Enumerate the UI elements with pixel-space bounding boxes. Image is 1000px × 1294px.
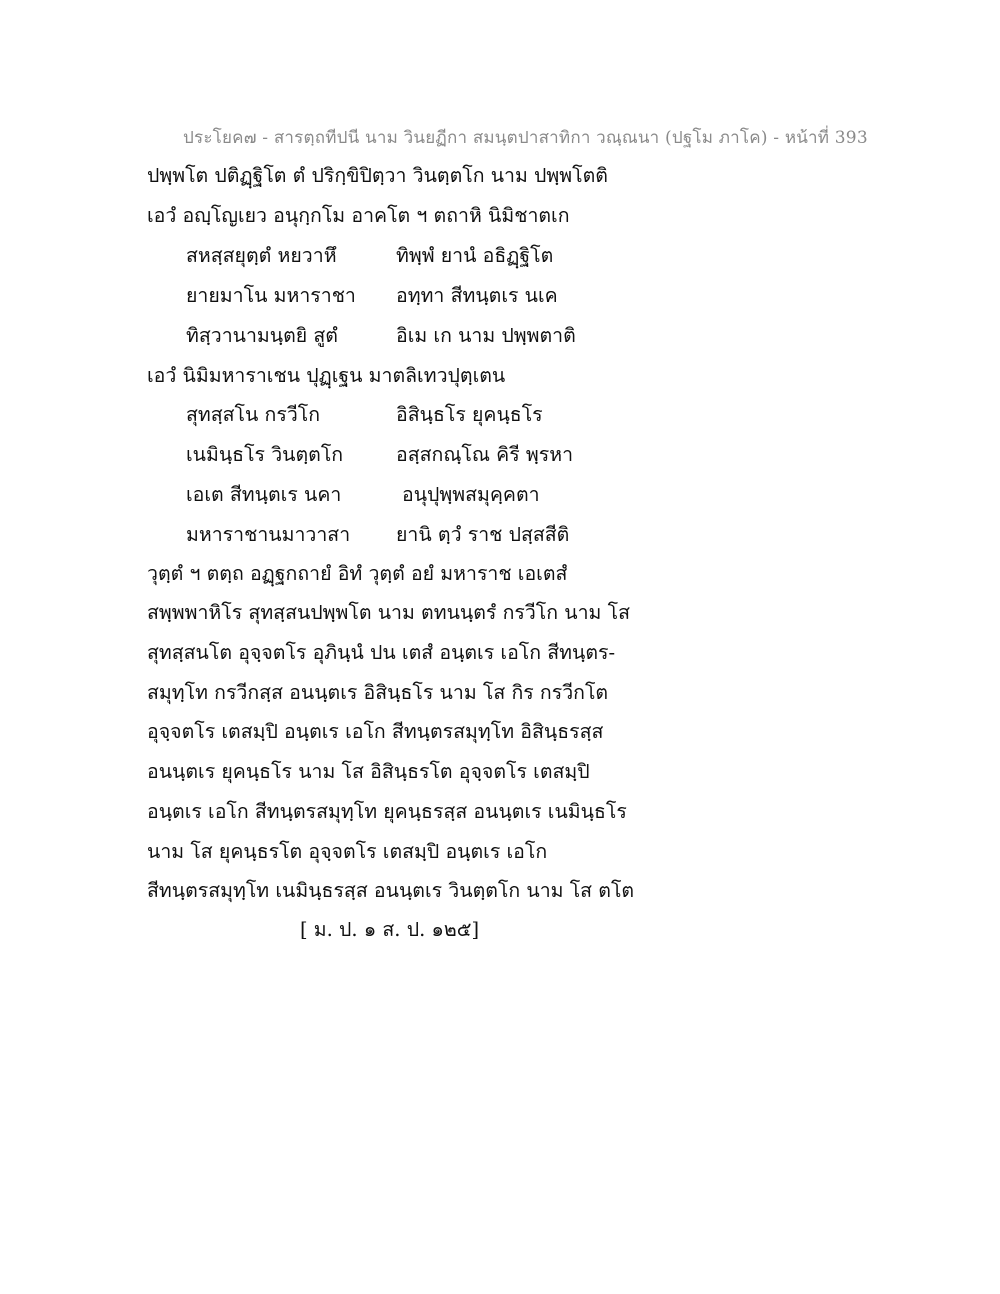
text-line: สมุทฺโท กรวีกสฺส อนนฺตเร อิสินฺธโร นาม โส กิร กรวีกโต: [147, 681, 609, 704]
text-line: อนนฺตเร ยุคนฺธโร นาม โส อิสินฺธรโต อุจฺจตโร เตสมฺปิ: [147, 760, 590, 783]
verse-second-half: ทิพฺพํ ยานํ อธิฏฺฐิโต: [396, 244, 554, 267]
verse-first-half: สุทสฺสโน กรวีโก: [186, 403, 321, 426]
text-line: สีทนฺตรสมุทฺโท เนมินฺธรสฺส อนนฺตเร วินตฺตโก นาม โส ตโต: [147, 879, 635, 902]
verse-first-half: เอเต สีทนฺตเร นคา: [186, 483, 342, 506]
verse-second-half: อนุปุพฺพสมุคฺคตา: [402, 483, 540, 506]
text-line: เอวํ นิมิมหาราเชน ปุฏฺเฐน มาตลิเทวปุตฺเตน: [147, 364, 506, 387]
text-line: สพฺพพาหิโร สุทสฺสนปพฺพโต นาม ตทนนฺตรํ กรวีโก นาม โส: [147, 601, 630, 624]
verse-second-half: อทฺทา สีทนฺตเร นเค: [396, 284, 558, 307]
verse-second-half: ยานิ ตฺวํ ราช ปสฺสสีติ: [396, 523, 570, 546]
verse-second-half: อสฺสกณฺโณ คิรี พฺรหา: [396, 443, 574, 466]
text-line: เอวํ อญฺโญเยว อนุกฺกโม อาคโต ฯ ตถาหิ นิมิชาตเก: [147, 204, 570, 227]
running-header: ประโยค๗ - สารตฺถทีปนี นาม วินยฏีกา สมนฺตปาสาทิกา วณฺณนา (ปฐโม ภาโค) - หน้าที่ 393: [183, 128, 868, 148]
verse-first-half: มหาราชานมาวาสา: [186, 523, 351, 546]
verse-first-half: สหสฺสยุตฺตํ หยวาหึ: [186, 244, 337, 267]
text-line: สุทสฺสนโต อุจฺจตโร อุภินฺนํ ปน เตสํ อนฺตเร เอโก สีทนฺตร-: [147, 641, 616, 664]
text-line: อนฺตเร เอโก สีทนฺตรสมุทฺโท ยุคนฺธรสฺส อนนฺตเร เนมินฺธโร: [147, 800, 627, 823]
verse-first-half: ยายมาโน มหาราชา: [186, 284, 356, 307]
verse-second-half: อิสินฺธโร ยุคนฺธโร: [396, 403, 543, 426]
text-line: อุจฺจตโร เตสมฺปิ อนฺตเร เอโก สีทนฺตรสมุทฺโท อิสินฺธรสฺส: [147, 720, 604, 743]
verse-first-half: ทิสฺวานามนฺตยิ สูตํ: [186, 324, 338, 347]
verse-first-half: เนมินฺธโร วินตฺตโก: [186, 443, 344, 466]
text-line: ปพฺพโต ปติฏฺฐิโต ตํ ปริกฺขิปิตฺวา วินตฺตโก นาม ปพฺพโตติ: [147, 164, 608, 187]
verse-second-half: อิเม เก นาม ปพฺพตาติ: [396, 324, 576, 347]
text-line: นาม โส ยุคนฺธรโต อุจฺจตโร เตสมฺปิ อนฺตเร เอโก: [147, 840, 548, 863]
citation-reference: [ ม. ป. ๑ ส. ป. ๑๒๕]: [300, 918, 480, 941]
text-line: วุตฺตํ ฯ ตตฺถ อฏฺฐกถายํ อิทํ วุตฺตํ อยํ มหาราช เอเตสํ: [147, 562, 568, 585]
